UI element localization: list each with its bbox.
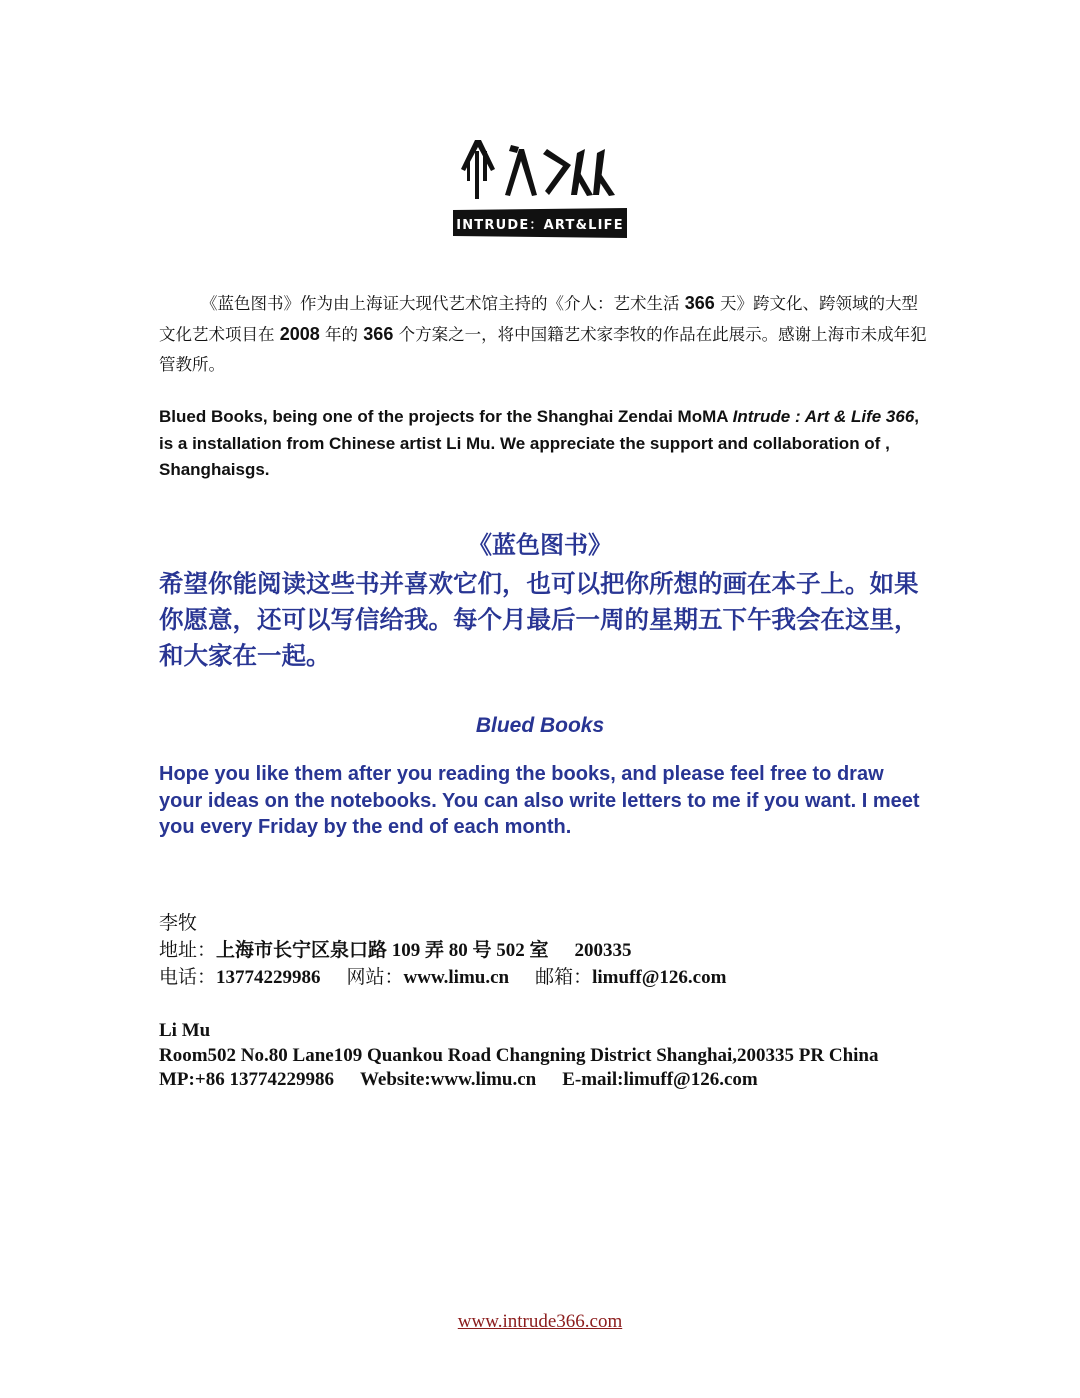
- contact-cn-address-label: 地址：: [159, 940, 217, 961]
- intro-cn-text-3: 年的: [319, 325, 364, 344]
- contact-cn-website-label: 网站：: [346, 967, 404, 988]
- footer: [0, 1311, 1080, 1333]
- contact-en-email[interactable]: E-mail:limuff@126.com: [562, 1069, 758, 1090]
- contact-en-name: Li Mu: [159, 1020, 211, 1041]
- intro-cn-number-1: 366: [684, 293, 715, 313]
- contact-cn-name: 李牧: [159, 913, 198, 934]
- intro-en-project-name: Intrude : Art & Life 366: [732, 407, 915, 426]
- message-cn-body: 希望你能阅读这些书并喜欢它们，也可以把你所想的画在本子上。如果你愿意，还可以写信给我。每个月最后一周的星期五下午我会在这里，和大家在一起。: [159, 569, 919, 670]
- message-en-title: Blued Books: [475, 714, 605, 737]
- footer-website-link[interactable]: www.intrude366.com: [457, 1311, 623, 1332]
- message-en-body: Hope you like them after you reading the books, and please feel free to draw your ideas on the notebooks. You can also write letters to me if you want. I meet you every Friday by the end of each month.: [159, 763, 920, 838]
- intrude-logo-mark-icon: [453, 135, 627, 240]
- intro-cn-text-2: 天》跨文化、跨领域的大型文化艺术项目在: [159, 294, 919, 344]
- intro-en-text-1: Blued Books, being one of the projects for the Shanghai Zendai MoMA: [159, 407, 733, 426]
- intro-en-text-2: , is a installation from Chinese artist Li Mu. We appreciate the support and collaboration of , Shanghaisgs.: [159, 407, 920, 479]
- contact-cn-address-line: [159, 937, 959, 964]
- message-cn-title: 《蓝色图书》: [468, 531, 612, 559]
- contact-cn-email-label: 邮箱：: [535, 967, 593, 988]
- intro-cn-year: 2008: [279, 324, 320, 344]
- intro-cn-text-4: 个方案之一，将中国籍艺术家李牧的作品在此展示。感谢上海市未成年犯管教所。: [159, 325, 927, 374]
- contact-en-phone: MP:+86 13774229986: [159, 1069, 334, 1090]
- contact-en-info-line: [159, 1068, 949, 1093]
- contact-cn-address: 上海市长宁区泉口路 109 弄 80 号 502 室: [216, 940, 549, 961]
- intro-cn-text-1: 《蓝色图书》作为由上海证大现代艺术馆主持的《介人：艺术生活: [201, 294, 685, 313]
- contact-cn-info-line: [159, 964, 959, 991]
- intrude-logo: [453, 135, 627, 240]
- contact-cn-postcode: 200335: [574, 940, 632, 961]
- contact-english: [159, 1019, 949, 1093]
- contact-cn-phone: 13774229986: [216, 967, 321, 988]
- intro-chinese: [159, 288, 929, 380]
- contact-cn-website[interactable]: www.limu.cn: [403, 967, 510, 988]
- contact-chinese: [159, 910, 959, 991]
- contact-cn-email[interactable]: limuff@126.com: [592, 967, 727, 988]
- logo-tagline: INTRUDE：ART&LIFE: [456, 218, 624, 233]
- intro-english: [159, 404, 929, 484]
- contact-cn-phone-label: 电话：: [159, 967, 217, 988]
- contact-en-address: Room502 No.80 Lane109 Quankou Road Changning District Shanghai,200335 PR China: [159, 1044, 879, 1066]
- intro-cn-number-2: 366: [363, 324, 394, 344]
- contact-en-website[interactable]: Website:www.limu.cn: [359, 1069, 537, 1090]
